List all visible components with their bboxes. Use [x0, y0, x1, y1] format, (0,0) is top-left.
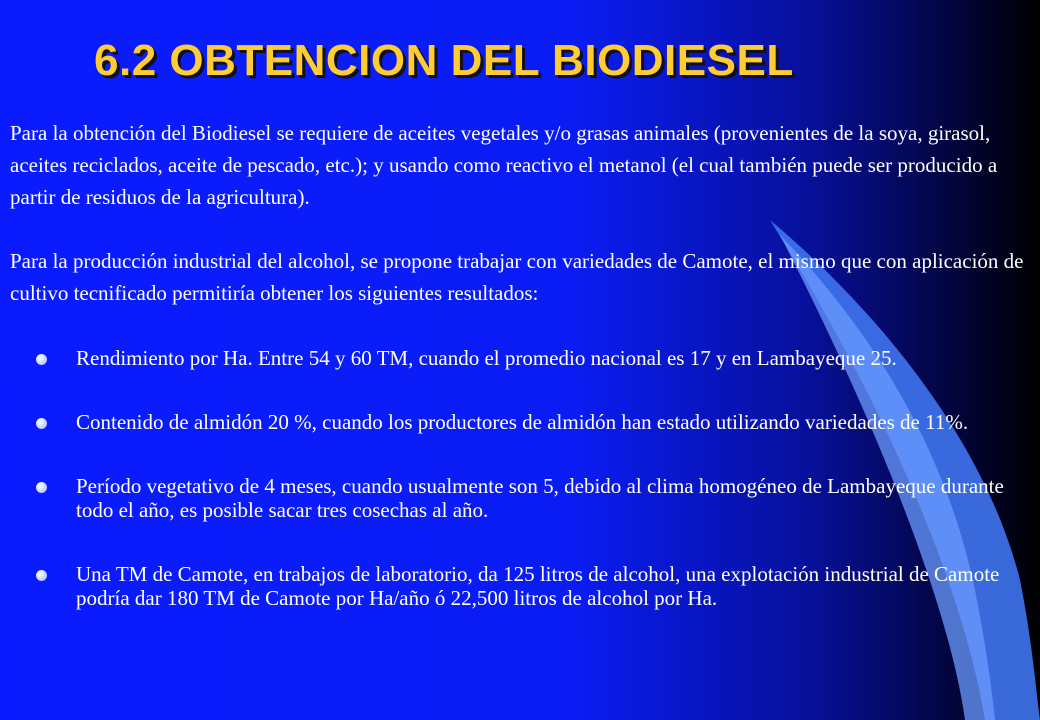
results-list	[0, 346, 1040, 610]
bullet-dot-icon	[36, 482, 47, 493]
bullet-dot-icon	[36, 418, 47, 429]
bullet-text: Una TM de Camote, en trabajos de laboratorio, da 125 litros de alcohol, una explotación industrial de Camote podría dar 180 TM de Camote por Ha/año ó 22,500 litros de alcohol por Ha.	[76, 562, 1000, 610]
list-item	[0, 474, 1040, 522]
list-item	[0, 410, 1040, 434]
production-paragraph: Para la producción industrial del alcohol, se propone trabajar con variedades de Camote, el mismo que con aplicación de cultivo tecnificado permitiría obtener los siguientes resultados:	[10, 249, 1024, 305]
bullet-text: Período vegetativo de 4 meses, cuando usualmente son 5, debido al clima homogéneo de Lambayeque durante todo el año, es posible sacar tres cosechas al año.	[76, 474, 1004, 522]
bullet-text: Contenido de almidón 20 %, cuando los productores de almidón han estado utilizando variedades de 11%.	[76, 410, 969, 434]
slide-title: 6.2 OBTENCION DEL BIODIESEL	[94, 36, 794, 85]
list-item	[0, 562, 1040, 610]
intro-paragraph: Para la obtención del Biodiesel se requiere de aceites vegetales y/o grasas animales (provenientes de la soya, girasol, aceites reciclados, aceite de pescado, etc.); y usando como reactivo el metanol (el cual también puede ser producido a partir de residuos de la agricultura).	[10, 121, 998, 209]
bullet-dot-icon	[36, 570, 47, 581]
list-item	[0, 346, 1040, 370]
bullet-text: Rendimiento por Ha. Entre 54 y 60 TM, cuando el promedio nacional es 17 y en Lambayeque 25.	[76, 346, 897, 370]
bullet-dot-icon	[36, 354, 47, 365]
